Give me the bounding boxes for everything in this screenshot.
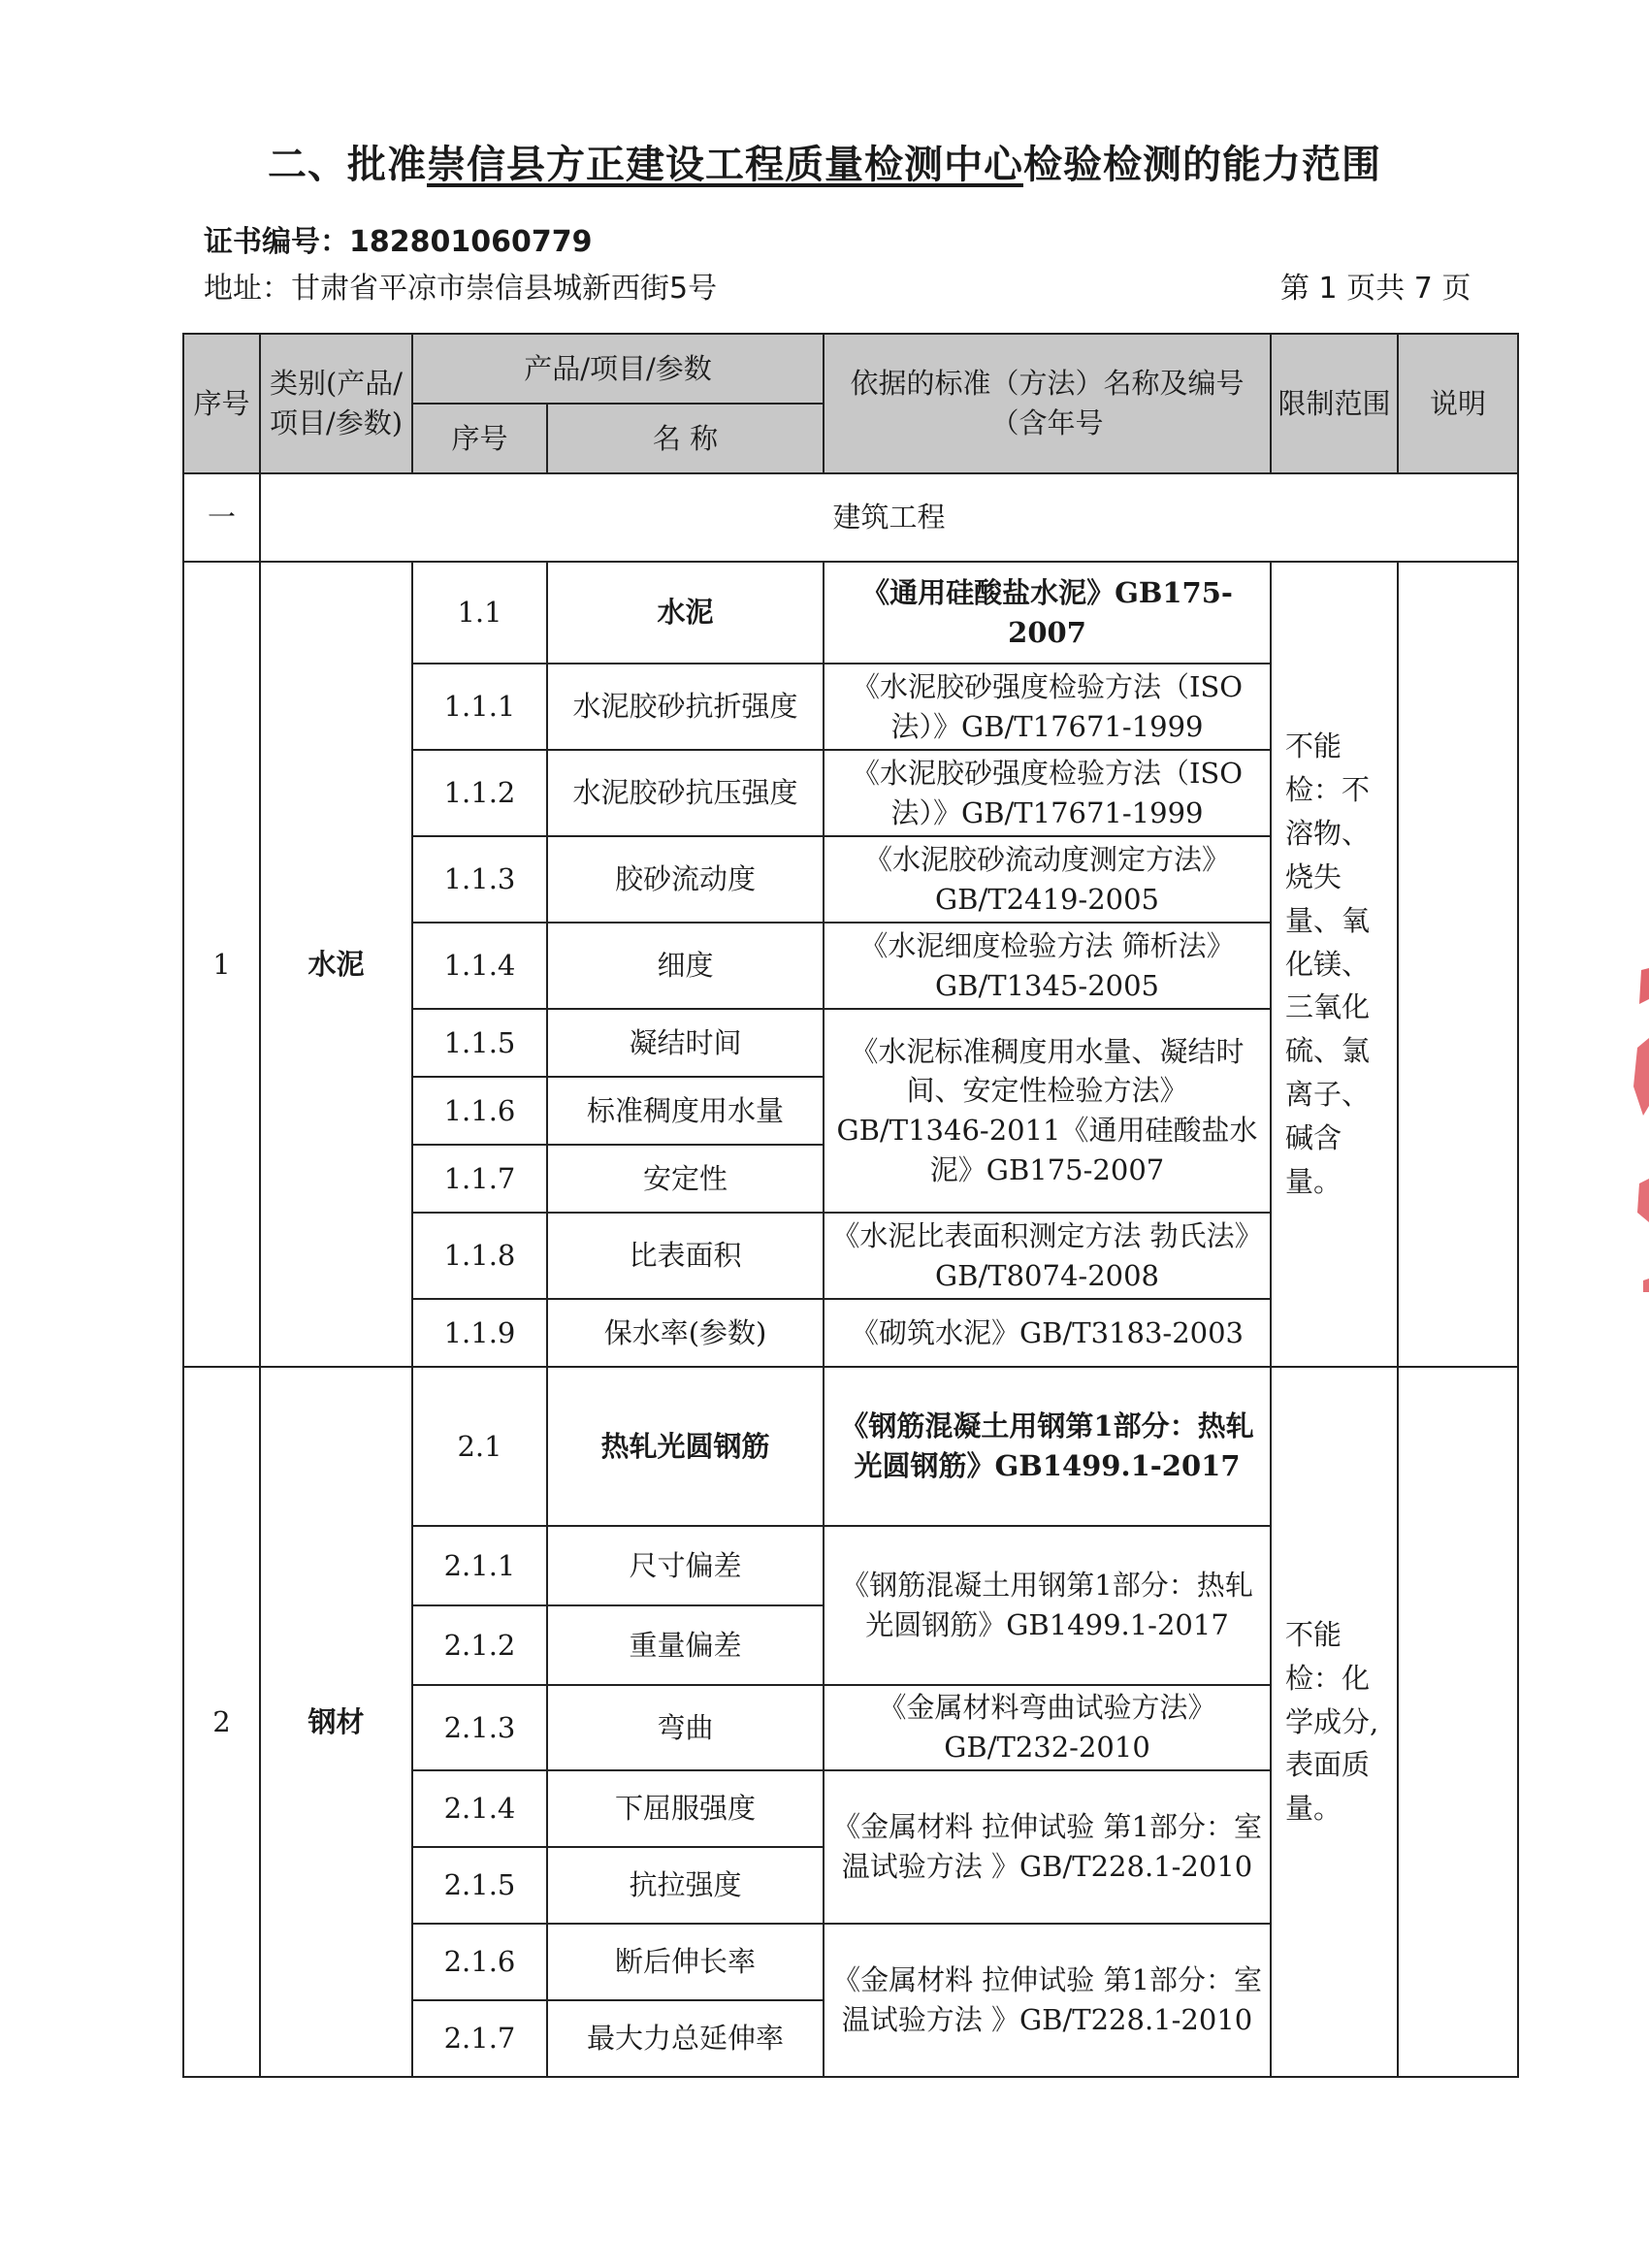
row-standard: 《水泥胶砂强度检验方法（ISO法）》GB/T17671-1999 [824, 664, 1271, 750]
row-name: 水泥胶砂抗压强度 [547, 750, 824, 836]
scope-table [182, 333, 1519, 2078]
row-standard: 《水泥胶砂流动度测定方法》GB/T2419-2005 [824, 836, 1271, 923]
row-id: 1.1.9 [412, 1299, 547, 1367]
header-name: 名 称 [547, 404, 824, 473]
row-id: 1.1.4 [412, 923, 547, 1009]
row-name: 胶砂流动度 [547, 836, 824, 923]
row-standard: 《水泥细度检验方法 筛析法》GB/T1345-2005 [824, 923, 1271, 1009]
header-limit: 限制范围 [1271, 334, 1398, 473]
certificate-number [204, 217, 593, 260]
header-standard: 依据的标准（方法）名称及编号（含年号 [824, 334, 1271, 473]
row-id: 2.1.4 [412, 1770, 547, 1847]
group-no: 1 [183, 562, 260, 1367]
document-title [0, 134, 1649, 189]
row-standard: 《通用硅酸盐水泥》GB175-2007 [824, 562, 1271, 664]
row-name: 最大力总延伸率 [547, 2000, 824, 2077]
row-name: 安定性 [547, 1145, 824, 1213]
group-note [1398, 562, 1518, 1367]
row-id: 1.1.7 [412, 1145, 547, 1213]
row-name: 重量偏差 [547, 1605, 824, 1685]
row-name: 比表面积 [547, 1213, 824, 1299]
row-id: 1.1.6 [412, 1077, 547, 1145]
row-id: 1.1.5 [412, 1009, 547, 1077]
row-standard: 《钢筋混凝土用钢第1部分：热轧光圆钢筋》GB1499.1-2017 [824, 1367, 1271, 1526]
row-id: 1.1.1 [412, 664, 547, 750]
header-seq: 序号 [183, 334, 260, 473]
cert-label: 证书编号： [204, 225, 349, 259]
group-note [1398, 1367, 1518, 2077]
section-no: 一 [183, 473, 260, 562]
cert-value: 182801060779 [349, 225, 593, 259]
title-suffix: 检验检测的能力范围 [1023, 143, 1381, 187]
row-id: 2.1.7 [412, 2000, 547, 2077]
row-standard: 《水泥胶砂强度检验方法（ISO法）》GB/T17671-1999 [824, 750, 1271, 836]
row-standard: 《水泥标准稠度用水量、凝结时间、安定性检验方法》GB/T1346-2011《通用硅酸盐水泥》GB175-2007 [824, 1009, 1271, 1213]
row-name: 标准稠度用水量 [547, 1077, 824, 1145]
row-name: 抗拉强度 [547, 1847, 824, 1924]
group-category: 钢材 [260, 1367, 412, 2077]
header-sub-seq: 序号 [412, 404, 547, 473]
seal-stamp-fragment [1620, 931, 1649, 1319]
row-standard: 《金属材料弯曲试验方法》GB/T232-2010 [824, 1685, 1271, 1770]
address: 地址：甘肃省平凉市崇信县城新西街5号 [204, 272, 718, 306]
row-standard: 《金属材料 拉伸试验 第1部分：室温试验方法 》GB/T228.1-2010 [824, 1924, 1271, 2077]
row-id: 2.1.1 [412, 1526, 547, 1605]
section-row [183, 473, 1518, 562]
header-category: 类别(产品/项目/参数) [260, 334, 412, 473]
row-id: 1.1.3 [412, 836, 547, 923]
row-name: 弯曲 [547, 1685, 824, 1770]
row-id: 2.1.3 [412, 1685, 547, 1770]
table-row [183, 562, 1518, 664]
row-id: 2.1.2 [412, 1605, 547, 1685]
row-id: 1.1.8 [412, 1213, 547, 1299]
row-id: 1.1 [412, 562, 547, 664]
row-name: 保水率(参数) [547, 1299, 824, 1367]
row-standard: 《金属材料 拉伸试验 第1部分：室温试验方法 》GB/T228.1-2010 [824, 1770, 1271, 1924]
row-name: 凝结时间 [547, 1009, 824, 1077]
row-id: 2.1.5 [412, 1847, 547, 1924]
row-standard: 《钢筋混凝土用钢第1部分：热轧光圆钢筋》GB1499.1-2017 [824, 1526, 1271, 1685]
group-limit: 不能检：化学成分,表面质量。 [1271, 1367, 1398, 2077]
group-limit: 不能检：不溶物、烧失量、氧化镁、三氧化硫、氯离子、碱含量。 [1271, 562, 1398, 1367]
title-prefix: 二、批准 [268, 143, 427, 187]
row-name: 水泥胶砂抗折强度 [547, 664, 824, 750]
page-info: 第 1 页共 7 页 [1280, 272, 1471, 306]
row-standard: 《砌筑水泥》GB/T3183-2003 [824, 1299, 1271, 1367]
row-standard: 《水泥比表面积测定方法 勃氏法》GB/T8074-2008 [824, 1213, 1271, 1299]
header-note: 说明 [1398, 334, 1518, 473]
row-name: 热轧光圆钢筋 [547, 1367, 824, 1526]
row-id: 2.1 [412, 1367, 547, 1526]
row-name: 水泥 [547, 562, 824, 664]
row-name: 断后伸长率 [547, 1924, 824, 2000]
row-name: 下屈服强度 [547, 1770, 824, 1847]
header-product-group: 产品/项目/参数 [412, 334, 824, 404]
row-id: 2.1.6 [412, 1924, 547, 2000]
row-id: 1.1.2 [412, 750, 547, 836]
row-name: 细度 [547, 923, 824, 1009]
row-name: 尺寸偏差 [547, 1526, 824, 1605]
group-category: 水泥 [260, 562, 412, 1367]
group-no: 2 [183, 1367, 260, 2077]
section-name: 建筑工程 [260, 473, 1518, 562]
table-row [183, 1367, 1518, 1526]
title-organization: 崇信县方正建设工程质量检测中心 [427, 143, 1023, 187]
